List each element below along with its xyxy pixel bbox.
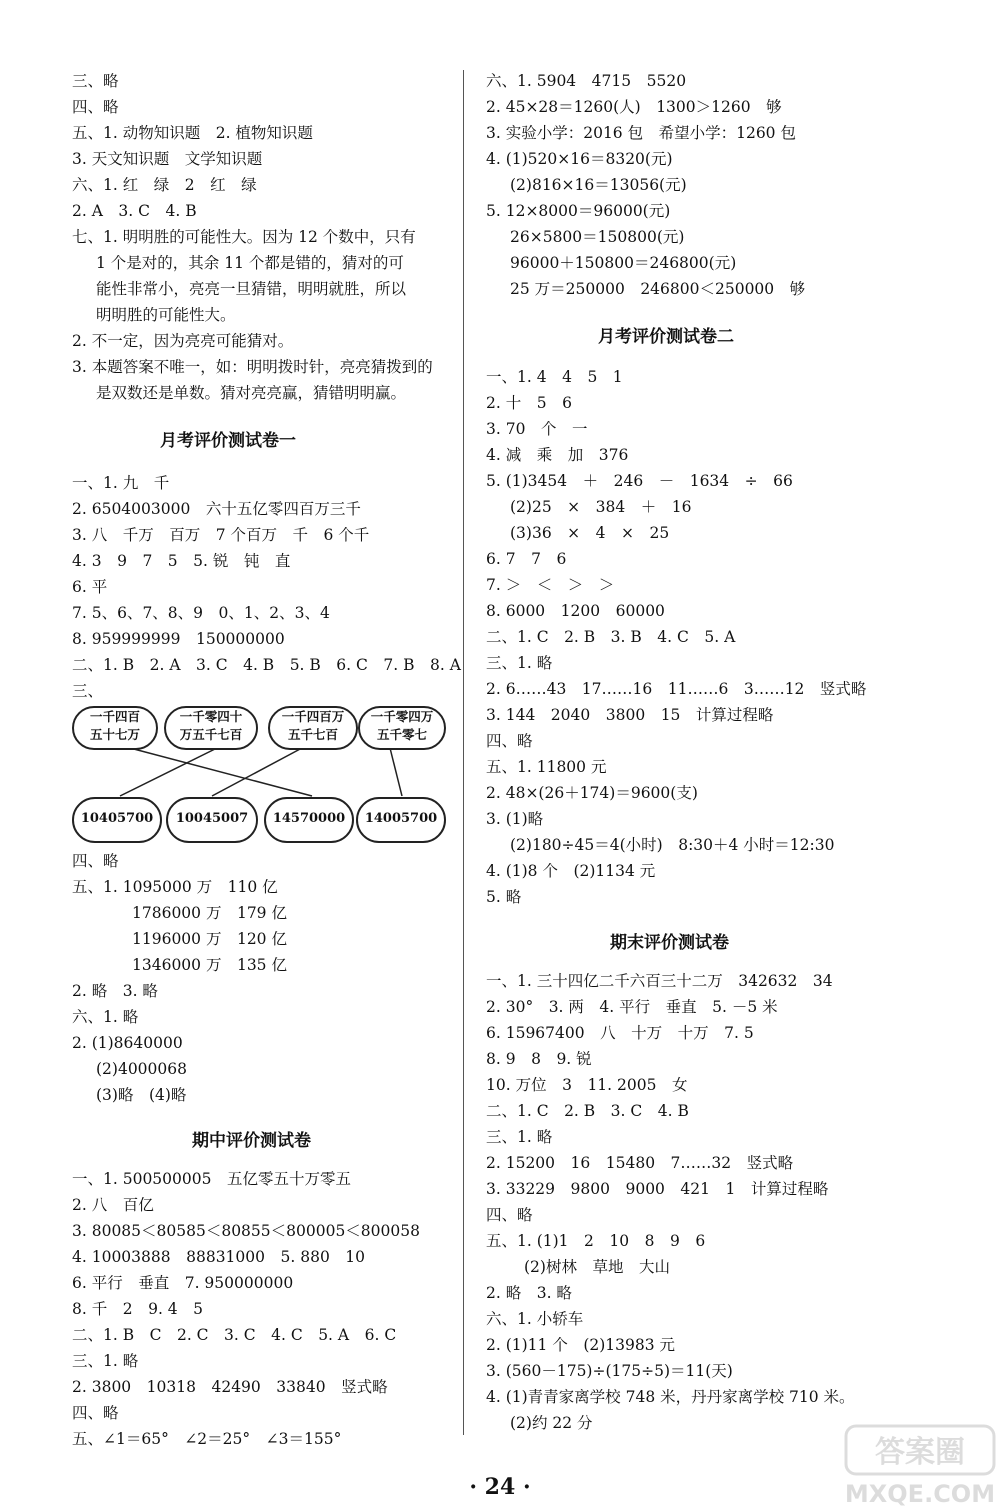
answer-line: 五、1. 11800 元 (486, 758, 607, 776)
answer-line: (2)树林 草地 大山 (524, 1258, 670, 1276)
answer-line: 三、1. 略 (486, 654, 553, 672)
number-cloud: 一千四百万 五千七百 (268, 706, 358, 750)
answer-line: 4. 10003888 88831000 5. 880 10 (72, 1248, 366, 1266)
answer-line: 4. (1)青青家离学校 748 米，丹丹家离学校 710 米。 (486, 1388, 855, 1406)
answer-line: 2. 30° 3. 两 4. 平行 垂直 5. －5 米 (486, 998, 778, 1016)
number-cloud: 一千零四万 五千零七 (358, 706, 446, 750)
answer-line: 2. 45×28＝1260(人) 1300＞1260 够 (486, 98, 782, 116)
answer-line: 一、1. 4 4 5 1 (486, 368, 623, 386)
answer-line: 3. (560－175)÷(175÷5)＝11(天) (486, 1362, 733, 1380)
match-line (130, 748, 312, 796)
match-line (120, 748, 217, 796)
answer-line: 三、略 (72, 72, 119, 90)
answer-line: 2. 不一定，因为亮亮可能猜对。 (72, 332, 294, 350)
answer-line: 2. 15200 16 15480 7……32 竖式略 (486, 1154, 794, 1172)
svg-text:答案圈: 答案圈 (875, 1435, 965, 1470)
answer-line: 五、∠1＝65° ∠2＝25° ∠3＝155° (72, 1430, 342, 1448)
answer-line: 三、1. 略 (72, 1352, 139, 1370)
answer-line: 2. 6……43 17……16 11……6 3……12 竖式略 (486, 680, 867, 698)
answer-line: 四、略 (486, 732, 533, 750)
answer-line: 二、1. B 2. A 3. C 4. B 5. B 6. C 7. B 8. A (72, 656, 461, 674)
answer-line: 1196000 万 120 亿 (132, 930, 287, 948)
answer-line: (2)4000068 (96, 1060, 187, 1078)
answer-line: 能性非常小，亮亮一旦猜错，明明就胜，所以 (96, 280, 407, 298)
answer-line: 二、1. B C 2. C 3. C 4. C 5. A 6. C (72, 1326, 397, 1344)
answer-line: 8. 9 8 9. 锐 (486, 1050, 592, 1068)
answer-line: 四、略 (72, 1404, 119, 1422)
answer-line: 6. 7 7 6 (486, 550, 567, 568)
answer-line: 六、1. 5904 4715 5520 (486, 72, 687, 90)
section-title-final: 期末评价测试卷 (610, 933, 729, 953)
match-line (212, 748, 302, 796)
answer-line: 四、略 (486, 1206, 533, 1224)
number-oval: 10045007 (166, 797, 258, 843)
answer-line: 2. 3800 10318 42490 33840 竖式略 (72, 1378, 388, 1396)
answer-line: 三、 (72, 682, 104, 700)
answer-line: 7. ＞ ＜ ＞ ＞ (486, 576, 615, 594)
answer-line: (2)约 22 分 (510, 1414, 593, 1432)
answer-line: 四、略 (72, 98, 119, 116)
answer-line: 4. (1)8 个 (2)1134 元 (486, 862, 656, 880)
match-line (390, 748, 402, 796)
answer-line: 五、1. 1095000 万 110 亿 (72, 878, 278, 896)
answer-line: 6. 15967400 八 十万 十万 7. 5 (486, 1024, 754, 1042)
answer-line: 一、1. 500500005 五亿零五十万零五 (72, 1170, 351, 1188)
answer-line: 10. 万位 3 11. 2005 女 (486, 1076, 688, 1094)
answer-line: 4. 3 9 7 5 5. 锐 钝 直 (72, 552, 291, 570)
answer-line: 3. (1)略 (486, 810, 544, 828)
answer-line: 二、1. C 2. B 3. C 4. B (486, 1102, 689, 1120)
answer-line: 1 个是对的，其余 11 个都是错的，猜对的可 (96, 254, 404, 272)
answer-line: (3)略 (4)略 (96, 1086, 187, 1104)
number-cloud: 一千零四十 万五千七百 (164, 706, 258, 750)
answer-line: 是双数还是单数。猜对亮亮赢，猜错明明赢。 (96, 384, 407, 402)
answer-line: 3. 八 千万 百万 7 个百万 千 6 个千 (72, 526, 370, 544)
answer-line: 2. 略 3. 略 (486, 1284, 572, 1302)
answer-line: 1786000 万 179 亿 (132, 904, 287, 922)
answer-line: 三、1. 略 (486, 1128, 553, 1146)
answer-line: 2. 十 5 6 (486, 394, 572, 412)
answer-line: 5. 略 (486, 888, 522, 906)
answer-line: 3. 70 个 一 (486, 420, 588, 438)
answer-line: 四、略 (72, 852, 119, 870)
answer-line: 96000＋150800＝246800(元) (510, 254, 737, 272)
answer-line: 3. 80085＜80585＜80855＜800005＜800058 (72, 1222, 420, 1240)
number-cloud: 一千四百 五十七万 (72, 706, 158, 750)
answer-line: 五、1. (1)1 2 10 8 9 6 (486, 1232, 706, 1250)
answer-line: 3. 天文知识题 文学知识题 (72, 150, 263, 168)
answer-line: 4. 减 乘 加 376 (486, 446, 629, 464)
answer-line: 一、1. 三十四亿二千六百三十二万 342632 34 (486, 972, 833, 990)
answer-line: 2. 6504003000 六十五亿零四百万三千 (72, 500, 361, 518)
answer-line: 3. 本题答案不唯一，如：明明拨时针，亮亮猜拨到的 (72, 358, 433, 376)
section-title-exam1: 月考评价测试卷一 (160, 431, 296, 451)
answer-line: 六、1. 红 绿 2 红 绿 (72, 176, 257, 194)
answer-line: 五、1. 动物知识题 2. 植物知识题 (72, 124, 313, 142)
number-oval: 14570000 (264, 797, 354, 843)
watermark-logo (840, 1420, 1000, 1512)
answer-line: 5. (1)3454 ＋ 246 － 1634 ÷ 66 (486, 472, 793, 490)
section-title-midterm: 期中评价测试卷 (192, 1131, 311, 1151)
answer-line: 2. A 3. C 4. B (72, 202, 197, 220)
answer-line: 4. (1)520×16＝8320(元) (486, 150, 673, 168)
column-divider (463, 70, 464, 1435)
answer-line: 一、1. 九 千 (72, 474, 170, 492)
answer-line: 1346000 万 135 亿 (132, 956, 287, 974)
answer-line: 七、1. 明明胜的可能性大。因为 12 个数中，只有 (72, 228, 416, 246)
answer-line: 25 万＝250000 246800＜250000 够 (510, 280, 806, 298)
section-title-exam2: 月考评价测试卷二 (598, 327, 734, 347)
answer-line: 六、1. 小轿车 (486, 1310, 584, 1328)
svg-text:MXQE.COM: MXQE.COM (844, 1480, 996, 1508)
answer-line: 3. 33229 9800 9000 421 1 计算过程略 (486, 1180, 829, 1198)
answer-line: 2. (1)8640000 (72, 1034, 183, 1052)
answer-line: 6. 平行 垂直 7. 950000000 (72, 1274, 294, 1292)
answer-line: 2. 八 百亿 (72, 1196, 154, 1214)
answer-line: 明明胜的可能性大。 (96, 306, 236, 324)
answer-line: 8. 千 2 9. 4 5 (72, 1300, 204, 1318)
answer-line: (2)180÷45＝4(小时) 8:30＋4 小时＝12:30 (510, 836, 835, 854)
answer-line: 2. 48×(26＋174)＝9600(支) (486, 784, 698, 802)
answer-line: 2. 略 3. 略 (72, 982, 158, 1000)
answer-line: (2)25 × 384 ＋ 16 (510, 498, 692, 516)
answer-line: 3. 实验小学：2016 包 希望小学：1260 包 (486, 124, 796, 142)
number-oval: 10405700 (72, 797, 162, 843)
answer-line: 六、1. 略 (72, 1008, 139, 1026)
answer-line: 2. (1)11 个 (2)13983 元 (486, 1336, 676, 1354)
answer-line: 3. 144 2040 3800 15 计算过程略 (486, 706, 774, 724)
answer-line: 26×5800＝150800(元) (510, 228, 685, 246)
number-oval: 14005700 (356, 797, 446, 843)
page-number: · 24 · (469, 1474, 531, 1500)
answer-line: (3)36 × 4 × 25 (510, 524, 670, 542)
answer-line: 二、1. C 2. B 3. B 4. C 5. A (486, 628, 736, 646)
answer-line: 8. 6000 1200 60000 (486, 602, 665, 620)
answer-line: 6. 平 (72, 578, 108, 596)
answer-line: 8. 959999999 150000000 (72, 630, 285, 648)
answer-line: (2)816×16＝13056(元) (510, 176, 687, 194)
answer-line: 7. 5、6、7、8、9 0、1、2、3、4 (72, 604, 330, 622)
answer-line: 5. 12×8000＝96000(元) (486, 202, 671, 220)
